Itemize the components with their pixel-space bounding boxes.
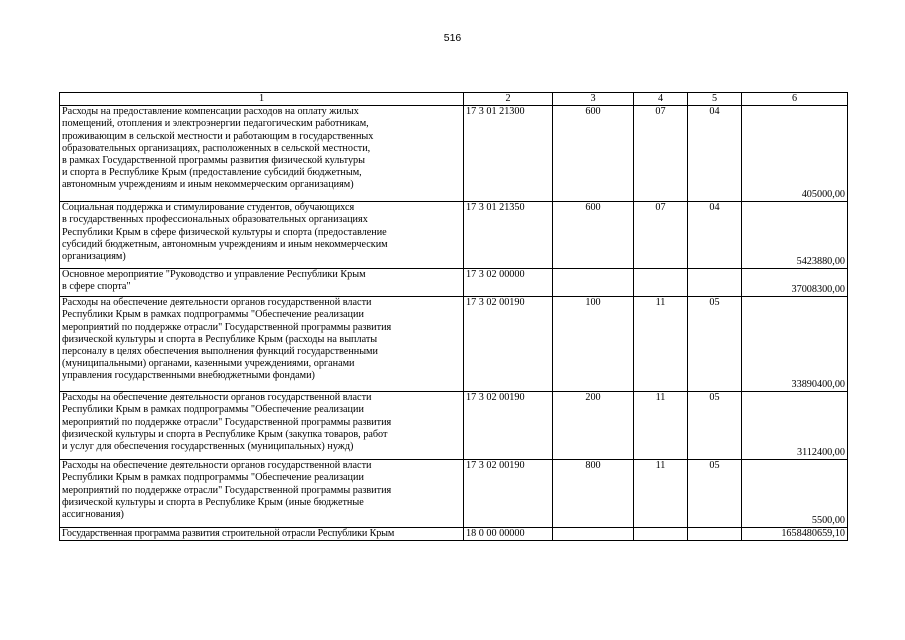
row-subsection: 04 [688,106,742,202]
row-expense-type: 800 [553,460,634,528]
column-header: 6 [742,93,848,106]
row-code: 17 3 02 00000 [464,269,553,297]
column-header: 5 [688,93,742,106]
row-expense-type [553,528,634,541]
row-amount: 1658480659,10 [742,528,848,541]
row-subsection [688,528,742,541]
row-amount: 5500,00 [742,460,848,528]
row-subsection: 05 [688,392,742,460]
column-header: 2 [464,93,553,106]
budget-table [59,92,848,541]
row-code: 18 0 00 00000 [464,528,553,541]
row-expense-type: 600 [553,106,634,202]
row-expense-type [553,269,634,297]
table-row [60,297,848,392]
row-subsection: 05 [688,460,742,528]
row-code: 17 3 01 21350 [464,202,553,269]
row-section [634,528,688,541]
row-subsection [688,269,742,297]
row-code: 17 3 02 00190 [464,392,553,460]
column-header: 4 [634,93,688,106]
column-header: 1 [60,93,464,106]
row-amount: 5423880,00 [742,202,848,269]
row-description: Основное мероприятие "Руководство и управление Республики Крым в сфере спорта" [60,269,464,297]
column-header: 3 [553,93,634,106]
table-header-row [60,93,848,106]
row-expense-type: 600 [553,202,634,269]
row-expense-type: 200 [553,392,634,460]
row-section: 07 [634,202,688,269]
row-section: 11 [634,297,688,392]
row-code: 17 3 01 21300 [464,106,553,202]
row-description: Расходы на предоставление компенсации расходов на оплату жилых помещений, отопления и электроэнергии педагогическим работникам, проживающим в сельской местности и работающим в государственных образовательных организациях, расположенных в сельской местности, в рамках Государственной программы развития физической культуры и спорта в Республике Крым (предоставление субсидий бюджетным, автономным учреждениям и иным некоммерческим организациям) [60,106,464,202]
table-row [60,392,848,460]
row-section: 11 [634,460,688,528]
row-section: 11 [634,392,688,460]
row-amount: 3112400,00 [742,392,848,460]
row-description: Расходы на обеспечение деятельности органов государственной власти Республики Крым в рамках подпрограммы "Обеспечение реализации мероприятий по поддержке отрасли" Государственной программы развития физической культуры и спорта в Республике Крым (закупка товаров, работ и услуг для обеспечения государственных (муниципальных) нужд) [60,392,464,460]
row-description: Социальная поддержка и стимулирование студентов, обучающихся в государственных профессиональных образовательных организациях Республики Крым в сфере физической культуры и спорта (предоставление субсидий бюджетным, автономным учреждениям и иным некоммерческим организациям) [60,202,464,269]
row-code: 17 3 02 00190 [464,460,553,528]
row-section [634,269,688,297]
row-subsection: 04 [688,202,742,269]
row-amount: 33890400,00 [742,297,848,392]
row-amount: 405000,00 [742,106,848,202]
table-row [60,528,848,541]
row-expense-type: 100 [553,297,634,392]
row-section: 07 [634,106,688,202]
page-number: 516 [443,32,462,44]
table-row [60,106,848,202]
row-description: Расходы на обеспечение деятельности органов государственной власти Республики Крым в рамках подпрограммы "Обеспечение реализации мероприятий по поддержке отрасли" Государственной программы развития физической культуры и спорта в Республике Крым (иные бюджетные ассигнования) [60,460,464,528]
table-row [60,269,848,297]
row-subsection: 05 [688,297,742,392]
row-description: Расходы на обеспечение деятельности органов государственной власти Республики Крым в рамках подпрограммы "Обеспечение реализации мероприятий по поддержке отрасли" Государственной программы развития физической культуры и спорта в Республике Крым (расходы на выплаты персоналу в целях обеспечения выполнения функций государственными (муниципальными) органами, казенными учреждениями, органами управления государственными внебюджетными фондами) [60,297,464,392]
row-description: Государственная программа развития строительной отрасли Республики Крым [60,528,464,541]
table-row [60,202,848,269]
table-row [60,460,848,528]
row-amount: 37008300,00 [742,269,848,297]
row-code: 17 3 02 00190 [464,297,553,392]
